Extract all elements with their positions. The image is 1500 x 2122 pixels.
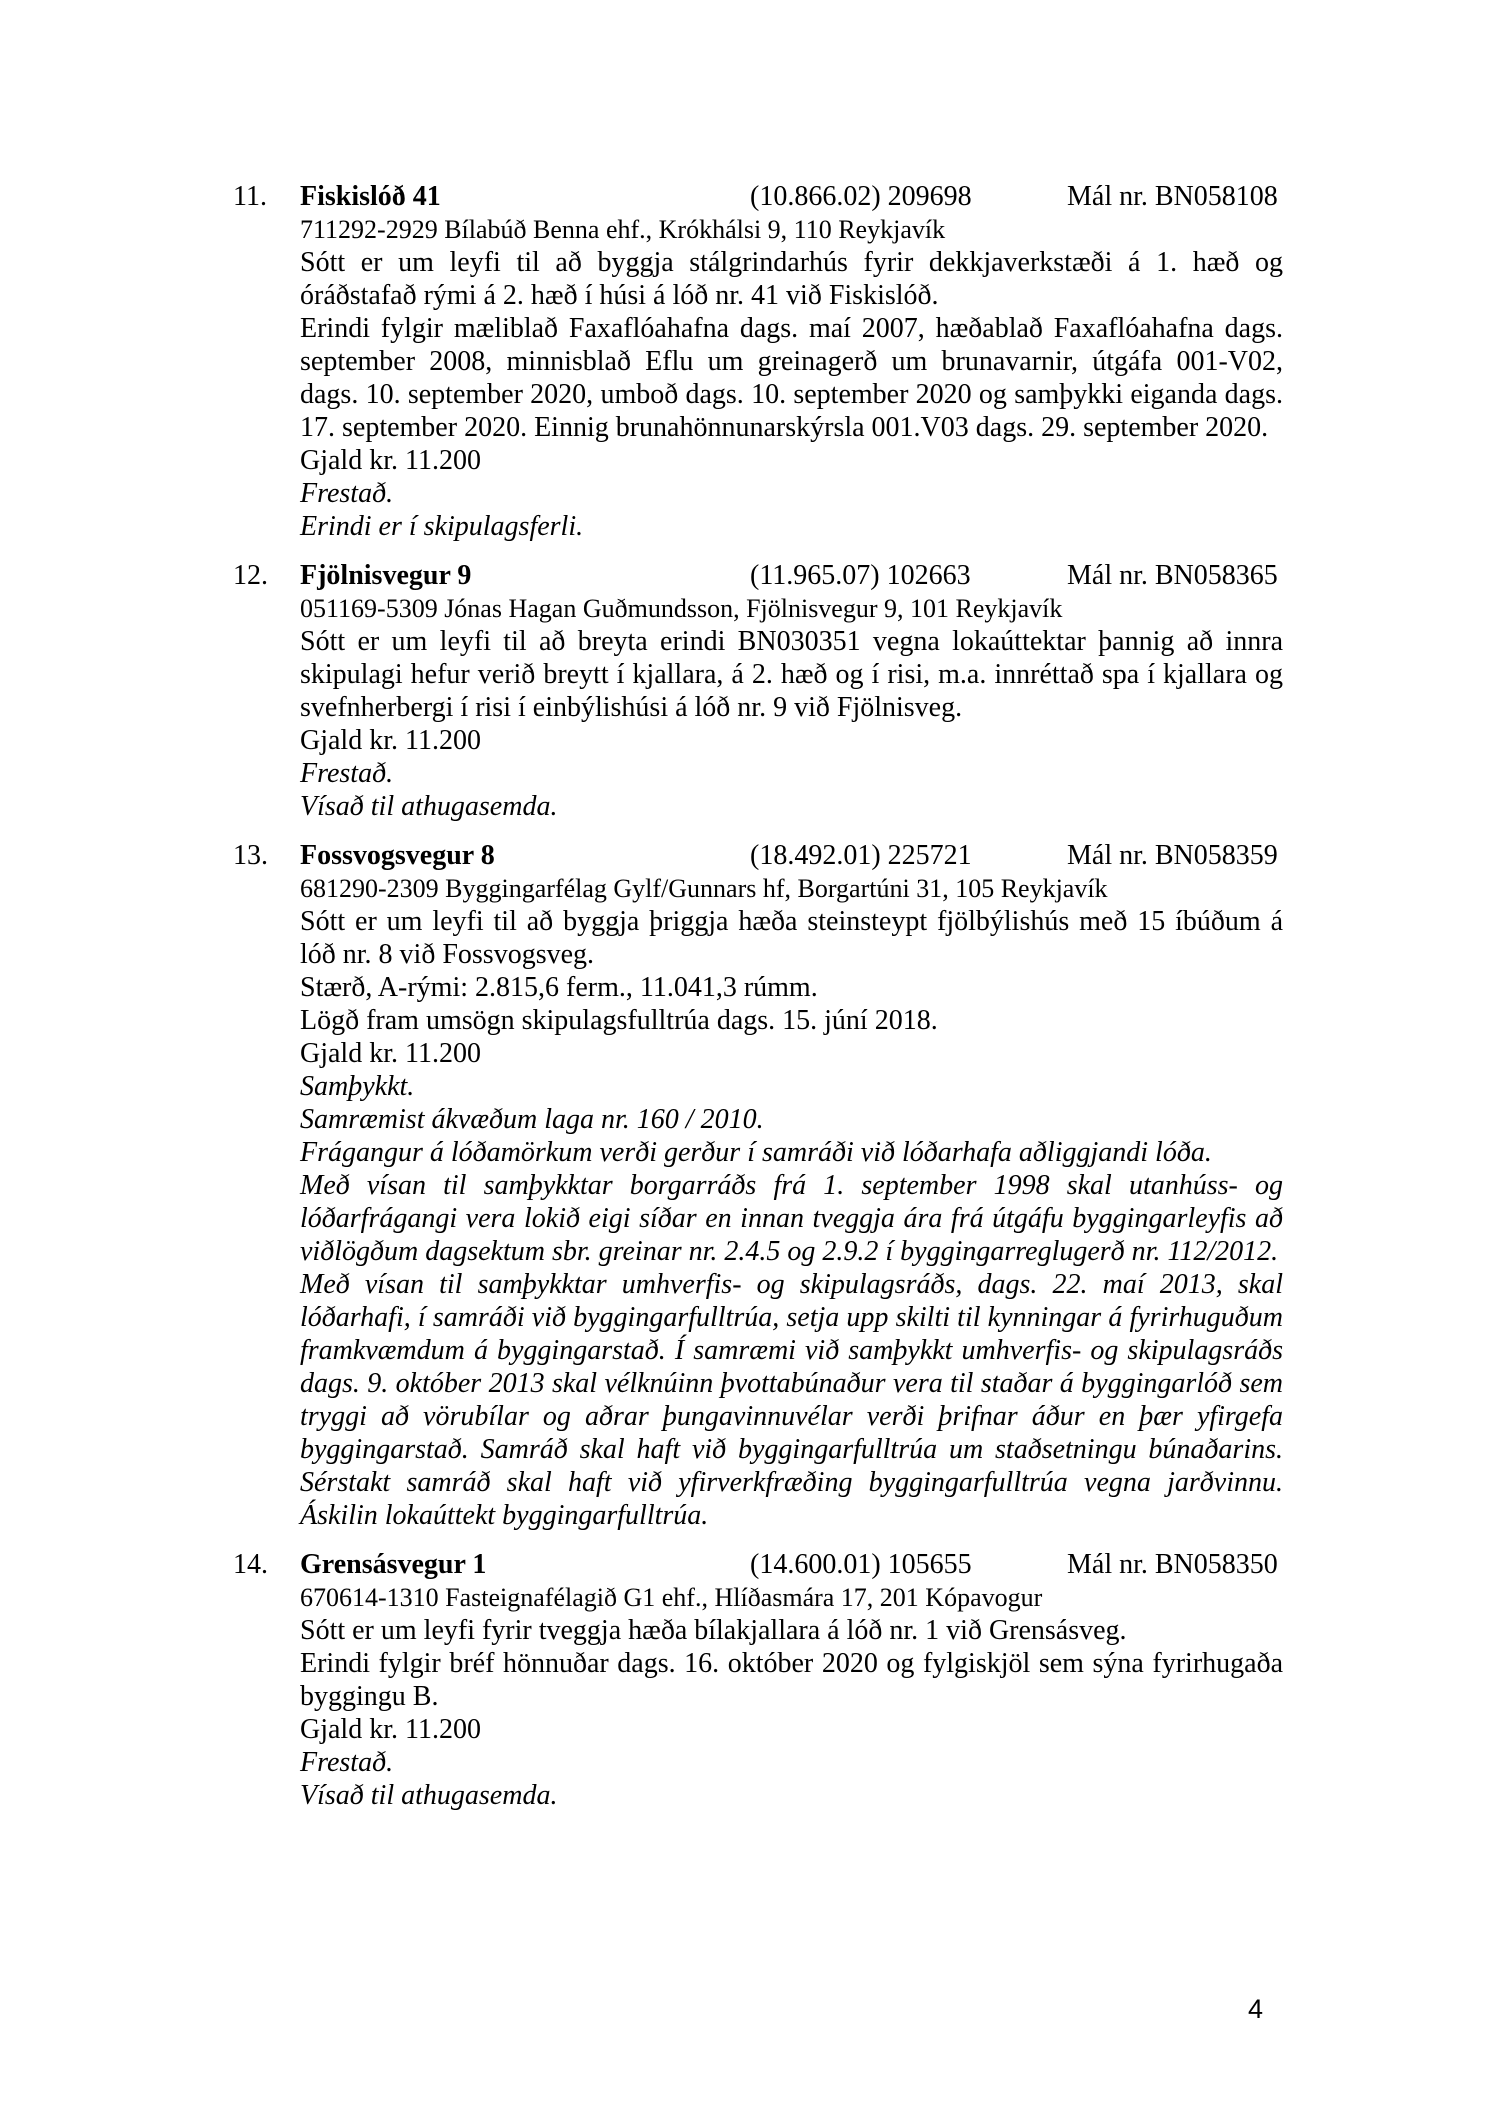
item-fee-line: Gjald kr. 11.200 [300,725,481,756]
item-paragraph: Erindi fylgir mæliblað Faxaflóahafna dags. maí 2007, hæðablað Faxaflóahafna dags. september 2008, minnisblað Eflu um greinagerð um brunavarnir, útgáfa 001-V02, dags. 10. september 2020, umboð dags. 10. september 2020 og samþykki eiganda dags. 17. september 2020. Einnig brunahönnunarskýrsla 001.V03 dags. 29. september 2020. [300,313,1283,443]
item-decision-line: Samþykkt. [300,1071,415,1102]
item-address-title: Grensásvegur 1 [300,1549,487,1580]
item-decision-line: Frestað. [300,478,394,509]
item-fee-line: Gjald kr. 11.200 [300,1038,481,1069]
agenda-item [233,180,1283,543]
item-header [300,1548,1283,1581]
item-decision-line: Frestað. [300,1747,394,1778]
item-case-number: Mál nr. BN058365 [1067,560,1278,591]
item-decision-line: Erindi er í skipulagsferli. [300,511,584,542]
item-address-title: Fossvogsvegur 8 [300,840,495,871]
item-decision-line: Vísað til athugasemda. [300,1780,558,1811]
item-header [300,559,1283,592]
item-reference-number: (18.492.01) 225721 [750,840,972,871]
item-body [300,839,1283,1532]
item-decision-line: Frágangur á lóðamörkum verði gerður í samráði við lóðarhafa aðliggjandi lóða. [300,1137,1212,1168]
item-decision-line: Með vísan til samþykktar umhverfis- og skipulagsráðs, dags. 22. maí 2013, skal lóðarhafi, í samráði við byggingarfulltrúa, setja upp skilti til kynningar á fyrirhuguðum framkvæmdum á byggingarstað. Í samræmi við samþykkt umhverfis- og skipulagsráðs dags. 9. október 2013 skal vélknúinn þvottabúnaður vera til staðar á byggingarlóð sem tryggi að vörubílar og aðrar þungavinnuvélar verði þrifnar áður en þær yfirgefa byggingarstað. Samráð skal haft við byggingarfulltrúa um staðsetningu búnaðarins. Sérstakt samráð skal haft við yfirverkfræðing byggingarfulltrúa vegna jarðvinnu. Áskilin lokaúttekt byggingarfulltrúa. [300,1269,1283,1531]
item-paragraph: Sótt er um leyfi til að breyta erindi BN030351 vegna lokaúttektar þannig að innra skipulagi hefur verið breytt í kjallara, á 2. hæð og í risi, m.a. innréttað spa í kjallara og svefnherbergi í risi í einbýlishúsi á lóð nr. 9 við Fjölnisveg. [300,626,1283,723]
agenda-item [233,839,1283,1532]
item-decision-line: Vísað til athugasemda. [300,791,558,822]
item-number: 12. [233,560,268,591]
item-header [300,839,1283,872]
item-fee-line: Gjald kr. 11.200 [300,1714,481,1745]
item-reference-number: (10.866.02) 209698 [750,181,972,212]
item-fee-line: Gjald kr. 11.200 [300,445,481,476]
item-decision-line: Með vísan til samþykktar borgarráðs frá 1. september 1998 skal utanhúss- og lóðarfrágangi vera lokið eigi síðar en innan tveggja ára frá útgáfu byggingarleyfis að viðlögðum dagsektum sbr. greinar nr. 2.4.5 og 2.9.2 í byggingarreglugerð nr. 112/2012. [300,1170,1283,1267]
item-size-line: Stærð, A-rými: 2.815,6 ferm., 11.041,3 rúmm. [300,972,818,1003]
item-reference-number: (11.965.07) 102663 [750,560,971,591]
item-owner-line: 670614-1310 Fasteignafélagið G1 ehf., Hlíðasmára 17, 201 Kópavogur [300,1583,1043,1612]
item-paragraph: Lögð fram umsögn skipulagsfulltrúa dags. 15. júní 2018. [300,1005,938,1036]
item-body [300,1548,1283,1812]
page-number: 4 [1248,1994,1264,2024]
item-body [300,559,1283,823]
agenda-item [233,559,1283,823]
item-owner-line: 711292-2929 Bílabúð Benna ehf., Krókhálsi 9, 110 Reykjavík [300,215,946,244]
item-reference-number: (14.600.01) 105655 [750,1549,972,1580]
item-paragraph: Sótt er um leyfi til að byggja stálgrindarhús fyrir dekkjaverkstæði á 1. hæð og óráðstafað rými á 2. hæð í húsi á lóð nr. 41 við Fiskislóð. [300,247,1283,311]
item-decision-line: Samræmist ákvæðum laga nr. 160 / 2010. [300,1104,764,1135]
item-case-number: Mál nr. BN058350 [1067,1549,1278,1580]
item-body [300,180,1283,543]
item-paragraph: Erindi fylgir bréf hönnuðar dags. 16. október 2020 og fylgiskjöl sem sýna fyrirhugaða byggingu B. [300,1648,1283,1712]
item-header [300,180,1283,213]
item-owner-line: 051169-5309 Jónas Hagan Guðmundsson, Fjölnisvegur 9, 101 Reykjavík [300,594,1063,623]
item-decision-line: Frestað. [300,758,394,789]
item-number: 14. [233,1549,268,1580]
item-address-title: Fiskislóð 41 [300,181,441,212]
item-owner-line: 681290-2309 Byggingarfélag Gylf/Gunnars hf, Borgartúni 31, 105 Reykjavík [300,874,1108,903]
item-paragraph: Sótt er um leyfi til að byggja þriggja hæða steinsteypt fjölbýlishús með 15 íbúðum á lóð nr. 8 við Fossvogsveg. [300,906,1283,970]
item-paragraph: Sótt er um leyfi fyrir tveggja hæða bílakjallara á lóð nr. 1 við Grensásveg. [300,1615,1127,1646]
item-number: 13. [233,840,268,871]
minutes-item-list [233,180,1283,1828]
agenda-item [233,1548,1283,1812]
item-case-number: Mál nr. BN058108 [1067,181,1278,212]
item-case-number: Mál nr. BN058359 [1067,840,1278,871]
item-number: 11. [233,181,267,212]
item-address-title: Fjölnisvegur 9 [300,560,472,591]
